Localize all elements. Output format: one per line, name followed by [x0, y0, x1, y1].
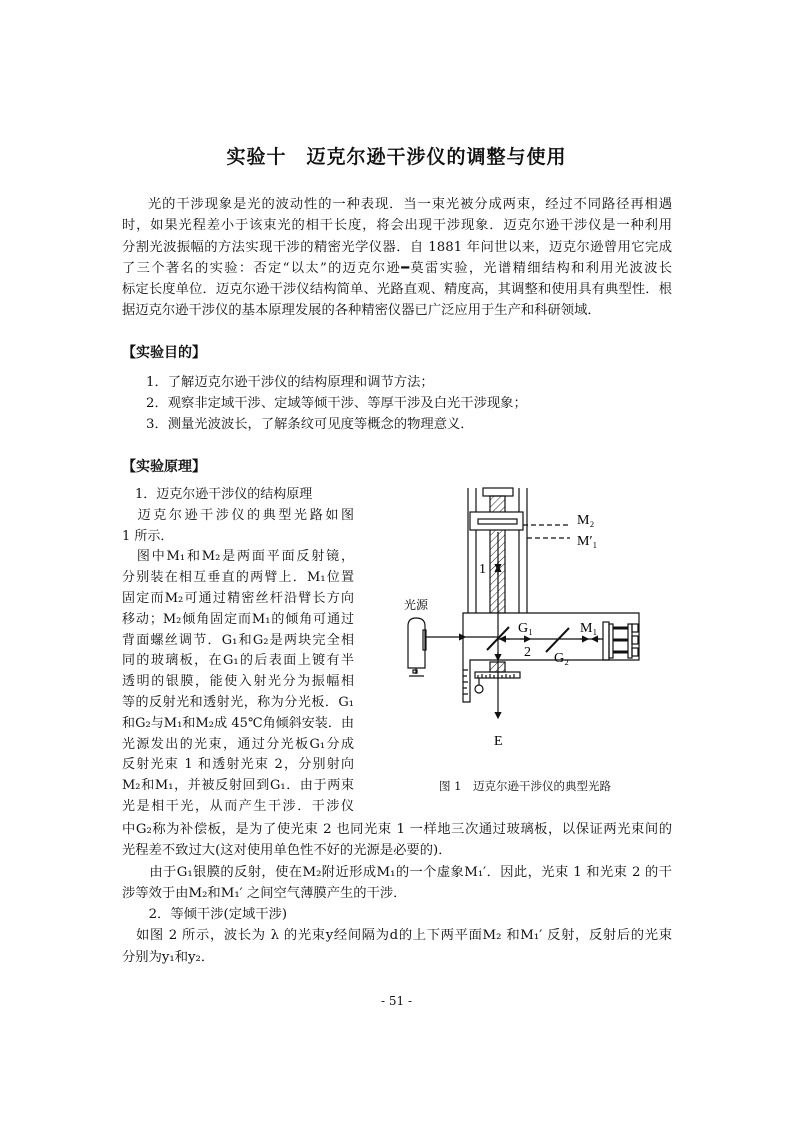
text-line: 光源发出的光束，通过分光板G₁分成 — [122, 736, 354, 752]
top-block — [483, 488, 513, 496]
label-m1: M₁ — [580, 621, 598, 636]
knob-icon — [475, 685, 483, 693]
text-line: 2．观察非定域干涉、定域等倾干涉、等厚干涉及白光干涉现象； — [146, 396, 527, 411]
text-line: 1．迈克尔逊干涉仪的结构原理 — [122, 487, 313, 502]
text-line: 分割光波振幅的方法实现干涉的精密光学仪器．自 1881 年问世以来，迈克尔逊曾用它完成 — [122, 239, 672, 255]
text-line: 图中M₁和M₂是两面平面反射镜， — [122, 549, 354, 565]
text-line: 和G₂与M₁和M₂成 45℃角倾斜安装．由 — [122, 715, 354, 731]
page-title: 实验十 迈克尔逊干涉仪的调整与使用 — [226, 146, 567, 168]
page-number: - 51 - — [380, 994, 412, 1008]
figure-caption: 图 1 迈克尔逊干涉仪的典型光路 — [439, 779, 611, 793]
text-line: 1．了解迈克尔逊干涉仪的结构原理和调节方法； — [146, 375, 434, 390]
text-line: 固定而M₂可通过精密丝杆沿臂长方向 — [122, 590, 354, 606]
text-line: 光程差不致过大(这对使用单色性不好的光源是必要的)． — [122, 843, 452, 859]
label-e: E — [494, 734, 503, 749]
text-line: 由于G₁银膜的反射，使在M₂附近形成M₁的一个虚象M₁′．因此，光束 1 和光束 2 的干 — [122, 864, 672, 880]
text-line: 分别装在相互垂直的两臂上．M₁位置 — [122, 570, 354, 586]
purpose-heading: 【实验目的】 — [122, 345, 206, 361]
label-m2: M₂ — [577, 513, 595, 528]
text-line: 了三个著名的实验：否定“以太”的迈克尔逊━莫雷实验，光谱精细结构和利用光波波长 — [122, 260, 672, 276]
text-line: 同的玻璃板，在G₁的后表面上镀有半 — [122, 653, 354, 669]
text-line: 迈克尔逊干涉仪的典型光路如图 — [122, 507, 354, 523]
text-line: M₂和M₁，并被反射回到G₁．由于两束 — [122, 778, 354, 794]
text-line: 移动；M₂倾角固定而M₁的倾角可通过 — [122, 611, 354, 627]
label-g1: G₁ — [518, 621, 533, 636]
principle-continued — [122, 819, 672, 968]
text-line: 分别为y₁和y₂． — [122, 949, 215, 965]
text-line: 光是相干光，从而产生干涉．干涉仪 — [122, 798, 354, 814]
text-line: 标定长度单位．迈克尔逊干涉仪结构简单、光路直观、精度高，其调整和使用具有典型性．根 — [122, 282, 672, 298]
text-line: 3．测量光波波长，了解条纹可见度等概念的物理意义． — [146, 417, 474, 432]
text-line: 等的反射光和透射光，称为分光板．G₁ — [122, 694, 354, 710]
text-line: 如图 2 所示，波长为 λ 的光束y经间隔为d的上下两平面M₂ 和M₁′ 反射，反射后的光束 — [122, 928, 672, 944]
text-line: 据迈克尔逊干涉仪的基本原理发展的各种精密仪器已广泛应用于生产和科研领域． — [122, 303, 601, 319]
label-m1-prime: M′₁ — [577, 534, 598, 549]
label-g2: G₂ — [554, 651, 569, 666]
text-line: 涉等效于由M₂和M₁′ 之间空气薄膜产生的干涉． — [122, 885, 407, 901]
text-line: 2．等倾干涉(定域干涉) — [122, 907, 288, 923]
text-line: 背面螺丝调节．G₁和G₂是两块完全相 — [122, 632, 354, 648]
text-line: 透明的银膜，能使入射光分为振幅相 — [122, 674, 354, 690]
label-light-source: 光源 — [404, 598, 429, 612]
principle-heading: 【实验原理】 — [122, 459, 206, 475]
label-beam-1: 1 — [479, 562, 486, 577]
text-line: 1 所示． — [122, 528, 174, 544]
text-line: 时，如果光程差小于该束光的相干长度，将会出现干涉现象．迈克尔逊干涉仪是一种利用 — [122, 218, 672, 234]
text-line: 光的干涉现象是光的波动性的一种表现．当一束光被分成两束，经过不同路径再相遇 — [148, 197, 672, 212]
text-line: 中G₂称为补偿板，是为了使光束 2 也同光束 1 一样地三次通过玻璃板，以保证两光束间的 — [122, 822, 672, 837]
text-line: 反射光束 1 和透射光束 2，分别射向 — [122, 757, 354, 773]
label-beam-2: 2 — [524, 645, 531, 660]
